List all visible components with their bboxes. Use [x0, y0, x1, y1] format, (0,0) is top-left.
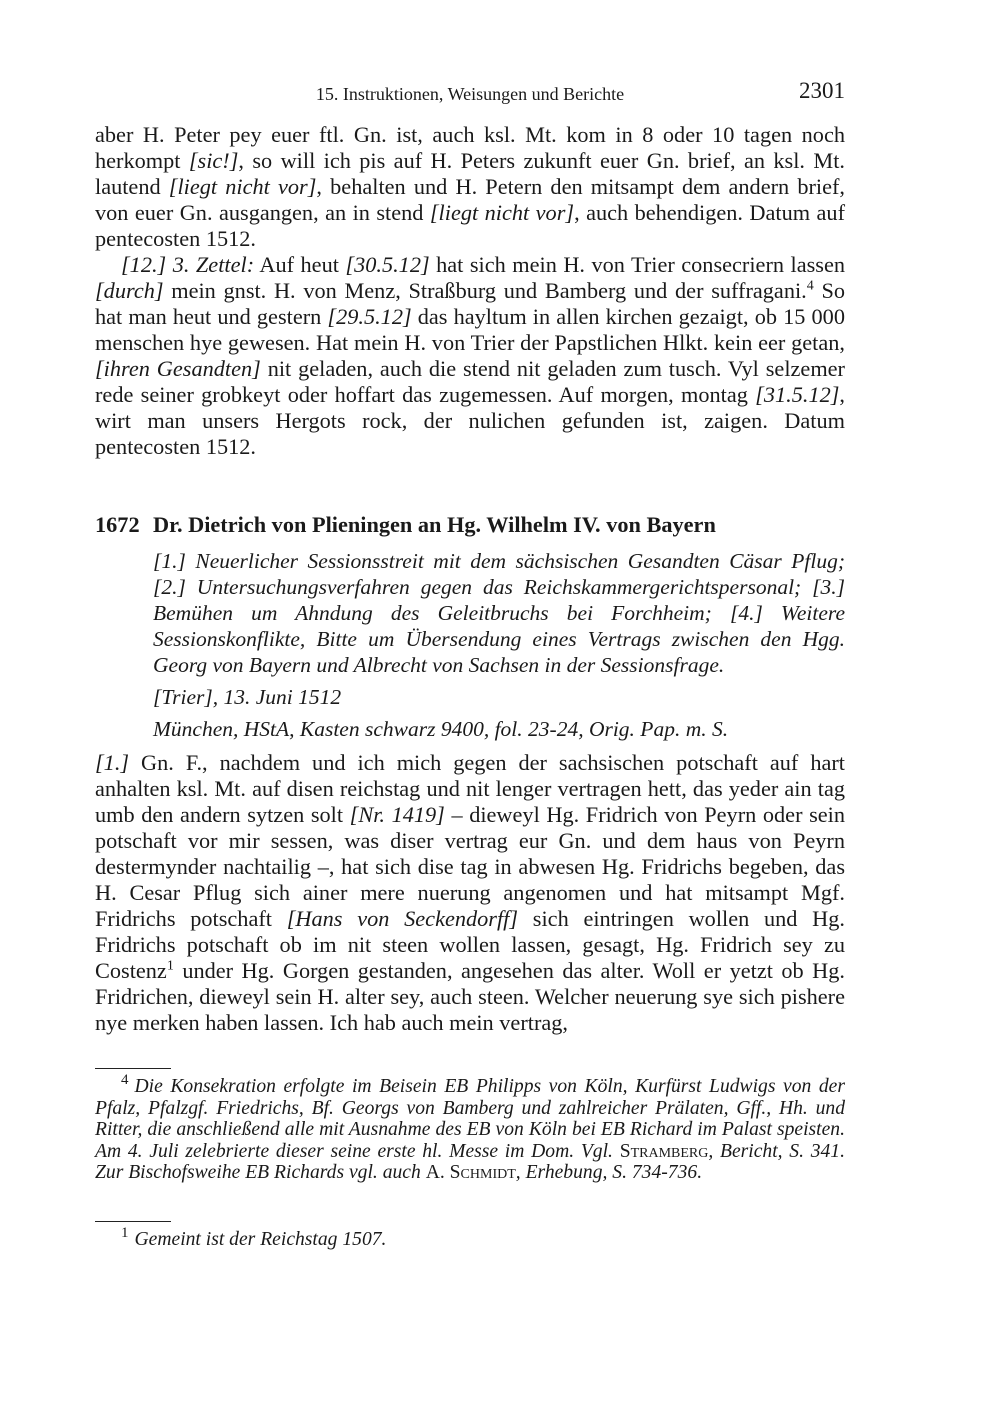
editorial-note: [12.] 3. Zettel:	[121, 252, 255, 277]
document-heading	[95, 512, 845, 538]
editorial-note: [1.]	[95, 750, 130, 775]
paragraph-2: [12.] 3. Zettel: Auf heut [30.5.12] hat sich mein H. von Trier consecriern lassen [durch] mein gnst. H. von Menz, Straßburg und Bamberg und der suffragani.$^4$ So hat man heut und gestern [29.5.12] das hayltum in allen kirchen gezaigt, ob 15 000 menschen hye gewesen. Hat mein H. von Trier der Papstlichen Hlkt. kein eer getan, [ihren Gesandten] nit geladen, auch die stend nit geladen zum tusch. Vyl selzemer rede seiner grobkeyt oder hoffart das zugemessen. Auf morgen, montag [31.5.12], wirt man unsers Hergots rock, der nulichen gefunden ist, zaigen. Datum pentecosten 1512.	[95, 252, 845, 459]
editorial-note: [ihren Gesandten]	[95, 356, 261, 381]
editorial-note: [durch]	[95, 278, 164, 303]
footnote-mark: 4	[121, 1072, 129, 1089]
source-citation: München, HStA, Kasten schwarz 9400, fol. 23-24, Orig. Pap. m. S.	[153, 717, 729, 741]
editorial-note: [liegt nicht vor]	[168, 174, 317, 199]
author-name: Stramberg	[619, 1140, 709, 1162]
paragraph-continuation	[95, 122, 845, 460]
regest-text: [1.] Neuerlicher Sessionsstreit mit dem sächsischen Gesandten Cäsar Pflug; [2.] Untersuchungsverfahren gegen das Reichskammergerichtspersonal; [3.] Bemühen um Ahndung des Geleitbruchs bei Forchheim; [4.] Weitere Sessionskonflikte, Bitte um Übersendung eines Vertrags zwischen den Hgg. Georg von Bayern und Albrecht von Sachsen in der Sessionsfrage.	[153, 549, 845, 677]
document-number: 1672	[95, 512, 140, 537]
editorial-note: [liegt nicht vor]	[429, 200, 575, 225]
running-head-title: 15. Instruktionen, Weisungen und Berichte	[315, 84, 625, 104]
author-name: A. Schmidt	[425, 1162, 516, 1183]
editorial-note: [31.5.12]	[755, 382, 840, 407]
footnote-rule	[95, 1221, 171, 1222]
paragraph-3: [1.] Gn. F., nachdem und ich mich gegen der sachsischen potschaft auf hart anhalten ksl. Mt. auf disen reichstag und nit lenger vertragen hett, das yeder ain tag umb den andern sytzen solt [Nr. 1419] – dieweyl Hg. Fridrich von Peyrn oder sein potschaft vor mir sessen, was diser vertrag eur Gn. und dem haus von Peyrn destermynder nachtailig –, hat sich dise tag in abwesen Hg. Fridrichs begeben, das H. Cesar Pflug sich ainer mere nuerung angenomen und hat mitsampt Mgf. Fridrichs potschaft [Hans von Seckendorff] sich eintringen wollen und Hg. Fridrichs potschaft ob im nit steen wollen lassen, gesagt, Hg. Fridrich sey zu Costenz$^1$ under Hg. Gorgen gestanden, angesehen das alter. Woll er yetzt ob Hg. Fridrichen, dieweyl sein H. alter sey, auch steen. Welcher neuerung sye sich pishere nye merken haben lassen. Ich hab auch mein vertrag,	[95, 750, 846, 1035]
footnote-ref-4[interactable]: 4	[806, 278, 814, 294]
document-title: Dr. Dietrich von Plieningen an Hg. Wilhelm IV. von Bayern	[153, 512, 716, 537]
footnote-rule	[95, 1068, 171, 1069]
footnote-ref-1[interactable]: 1	[166, 958, 174, 974]
editorial-note: [sic!]	[188, 148, 239, 173]
paragraph-1: aber H. Peter pey euer ftl. Gn. ist, auch ksl. Mt. kom in 8 oder 10 tagen noch herkompt [sic!], so will ich pis auf H. Peters zukunft euer Gn. brief, an ksl. Mt. lautend [liegt nicht vor], behalten und H. Petern den mitsampt dem andern brief, von euer Gn. ausgangen, an in stend [liegt nicht vor], auch behendigen. Datum auf pentecosten 1512.	[95, 122, 846, 251]
running-head	[95, 78, 845, 112]
place-date: [Trier], 13. Juni 1512	[153, 685, 342, 709]
main-text	[95, 750, 845, 1036]
regest	[153, 548, 845, 678]
page-number: 2301	[799, 78, 845, 103]
footnote-mark: 1	[121, 1225, 129, 1242]
footnote-1: $^1$ Gemeint ist der Reichstag 1507.	[121, 1225, 387, 1250]
editorial-note: [29.5.12]	[327, 304, 412, 329]
editorial-note: [30.5.12]	[345, 252, 430, 277]
footnote-4: $^4$ Die Konsekration erfolgte im Beisein EB Philipps von Köln, Kurfürst Ludwigs von der Pfalz, Pfalzgf. Friedrichs, Bf. Georgs von Bamberg und zahlreicher Prälaten, Gff., Hh. und Ritter, die anschließend alle mit Ausnahme des EB von Köln bei EB Richard im Palast speisten. Am 4. Juli zelebrierte dieser seine erste hl. Messe im Dom. Vgl. Stramberg, Bericht, S. 341. Zur Bischofsweihe EB Richards vgl. auch A. Schmidt, Erhebung, S. 734-736.	[95, 1072, 845, 1183]
editorial-note: [Nr. 1419]	[349, 802, 445, 827]
editorial-note: [Hans von Seckendorff]	[286, 906, 519, 931]
